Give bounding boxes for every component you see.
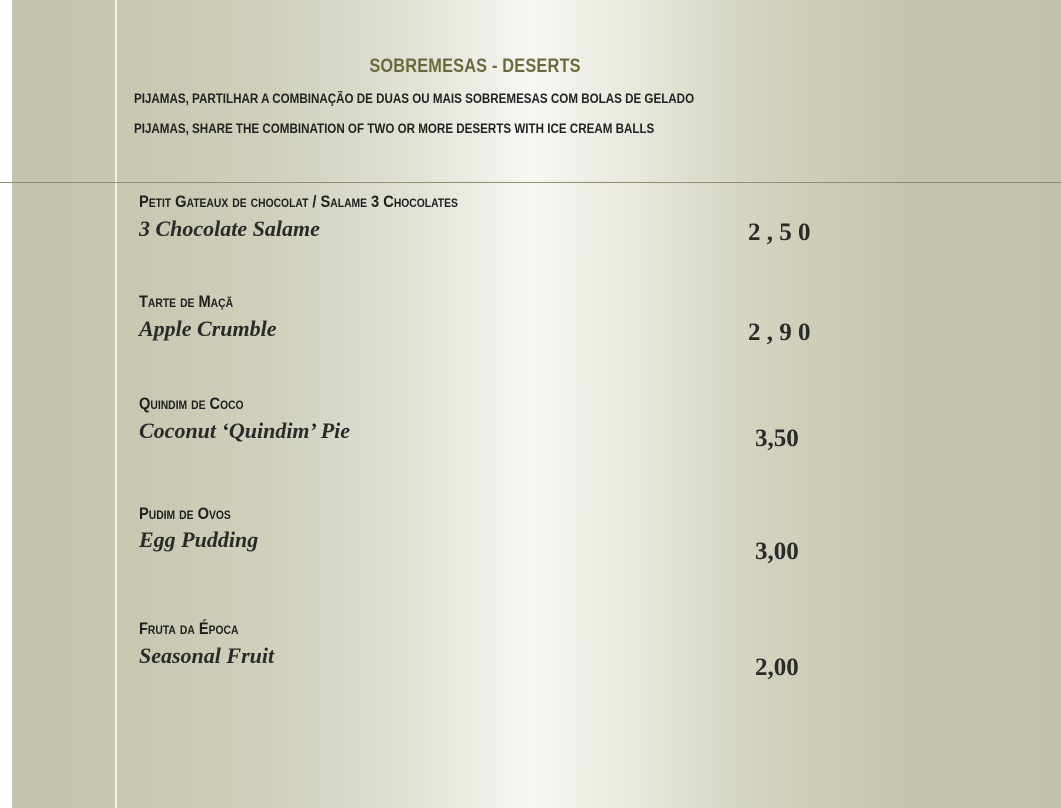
item-name-en: Coconut ‘Quindim’ Pie [139, 418, 351, 443]
vertical-divider [115, 0, 117, 808]
item-price: 3,50 [755, 425, 799, 452]
item-name-pt: Tarte de Maçã [139, 292, 234, 311]
item-price: 2 , 9 0 [748, 319, 811, 346]
left-margin-band [0, 0, 12, 808]
item-name-pt: Fruta da Época [139, 619, 239, 638]
item-name-en: Egg Pudding [139, 527, 259, 552]
item-name-en: 3 Chocolate Salame [139, 216, 320, 241]
item-name-pt: Quindim de Coco [139, 394, 244, 413]
horizontal-divider [0, 182, 1061, 183]
item-name-en: Seasonal Fruit [139, 643, 275, 668]
item-price: 2 , 5 0 [748, 219, 811, 246]
subtitle-english: PIJAMAS, SHARE THE COMBINATION OF TWO OR MORE DESERTS WITH ICE CREAM BALLS [134, 121, 655, 136]
item-name-pt: Pudim de Ovos [139, 504, 231, 523]
item-name-pt: Petit Gateaux de chocolat / Salame 3 Chocolates [139, 192, 458, 211]
item-name-en: Apple Crumble [139, 316, 277, 341]
menu-section-title: SOBREMESAS - DESERTS [369, 56, 581, 77]
item-price: 3,00 [755, 538, 799, 565]
subtitle-portuguese: PIJAMAS, PARTILHAR A COMBINAÇÃO DE DUAS OU MAIS SOBREMESAS COM BOLAS DE GELADO [134, 91, 695, 106]
item-price: 2,00 [755, 654, 799, 681]
